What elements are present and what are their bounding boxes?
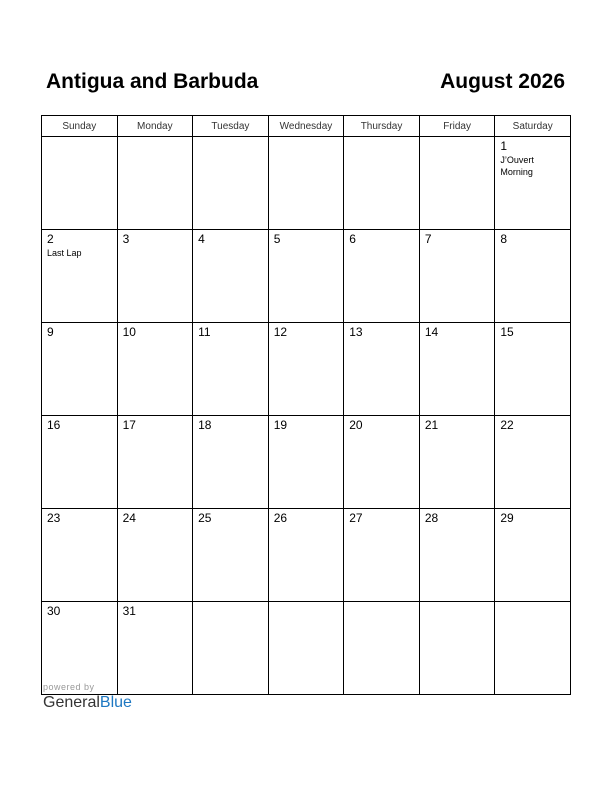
day-number: 22 [500, 418, 514, 432]
day-cell [42, 509, 118, 602]
weekday-wednesday: Wednesday [268, 116, 344, 137]
day-cell [419, 416, 495, 509]
day-cell [419, 509, 495, 602]
day-cell [117, 416, 193, 509]
day-number: 2 [47, 232, 54, 246]
brand-blue-text: Blue [99, 694, 132, 711]
day-number: 24 [122, 511, 136, 525]
day-cell [193, 137, 269, 230]
day-number: 5 [273, 232, 281, 246]
day-cell [117, 230, 193, 323]
day-cell [344, 602, 420, 695]
day-cell [193, 416, 269, 509]
holiday-label: Last Lap [47, 248, 82, 258]
day-cell [344, 323, 420, 416]
month-year-title: August 2026 [440, 70, 565, 93]
week-row [42, 230, 571, 323]
day-cell [117, 509, 193, 602]
day-cell [268, 137, 344, 230]
day-cell [42, 230, 118, 323]
day-number: 25 [198, 511, 212, 525]
day-cell [495, 602, 571, 695]
day-number: 10 [122, 325, 136, 339]
day-cell [268, 416, 344, 509]
day-number: 16 [47, 418, 61, 432]
day-cell [117, 137, 193, 230]
day-number: 31 [122, 604, 136, 618]
day-number: 4 [198, 232, 205, 246]
week-row [42, 416, 571, 509]
day-cell [344, 137, 420, 230]
day-cell [193, 323, 269, 416]
calendar-grid [41, 115, 571, 695]
day-cell [419, 323, 495, 416]
day-number: 9 [47, 325, 54, 339]
day-cell [495, 230, 571, 323]
day-cell [495, 137, 571, 230]
weekday-friday: Friday [419, 116, 495, 137]
day-number: 12 [273, 325, 288, 339]
weekday-monday: Monday [117, 116, 193, 137]
day-cell [42, 137, 118, 230]
day-cell [117, 323, 193, 416]
brand-general-text: General [43, 694, 100, 711]
powered-by-text: powered by [43, 682, 95, 692]
day-cell [193, 602, 269, 695]
day-cell [268, 323, 344, 416]
day-number: 19 [273, 418, 288, 432]
day-number: 11 [198, 325, 211, 339]
week-row [42, 323, 571, 416]
weekday-saturday: Saturday [495, 116, 571, 137]
day-cell [268, 230, 344, 323]
day-cell [42, 323, 118, 416]
day-number: 6 [349, 232, 356, 246]
generalblue-logo[interactable] [43, 694, 132, 712]
day-number: 18 [198, 418, 212, 432]
day-number: 7 [424, 232, 432, 246]
day-number: 3 [122, 232, 130, 246]
day-number: 30 [47, 604, 61, 618]
day-cell [495, 323, 571, 416]
day-cell [42, 602, 118, 695]
week-row [42, 137, 571, 230]
day-number: 17 [122, 418, 136, 432]
holiday-label: J’Ouvert Morning [500, 155, 534, 177]
weekday-sunday: Sunday [42, 116, 118, 137]
week-row [42, 602, 571, 695]
day-number: 13 [349, 325, 363, 339]
day-number: 26 [273, 511, 288, 525]
day-cell [419, 602, 495, 695]
day-number: 23 [47, 511, 61, 525]
day-number: 29 [500, 511, 514, 525]
day-cell [193, 230, 269, 323]
day-number: 21 [424, 418, 439, 432]
day-number: 27 [349, 511, 363, 525]
day-number: 1 [500, 139, 508, 153]
day-number: 28 [424, 511, 439, 525]
day-cell [268, 602, 344, 695]
day-cell [495, 509, 571, 602]
day-cell [344, 230, 420, 323]
day-cell [344, 509, 420, 602]
day-cell [495, 416, 571, 509]
footer [43, 682, 132, 712]
weekday-header-row [42, 116, 571, 137]
day-number: 8 [500, 232, 508, 246]
week-row [42, 509, 571, 602]
day-cell [419, 137, 495, 230]
weekday-thursday: Thursday [344, 116, 420, 137]
weekday-tuesday: Tuesday [193, 116, 269, 137]
day-number: 14 [424, 325, 439, 339]
calendar-body [42, 137, 571, 695]
day-cell [193, 509, 269, 602]
country-title: Antigua and Barbuda [46, 70, 259, 93]
day-cell [268, 509, 344, 602]
day-cell [344, 416, 420, 509]
day-number: 20 [349, 418, 363, 432]
day-cell [117, 602, 193, 695]
day-number: 15 [500, 325, 514, 339]
day-cell [419, 230, 495, 323]
day-cell [42, 416, 118, 509]
